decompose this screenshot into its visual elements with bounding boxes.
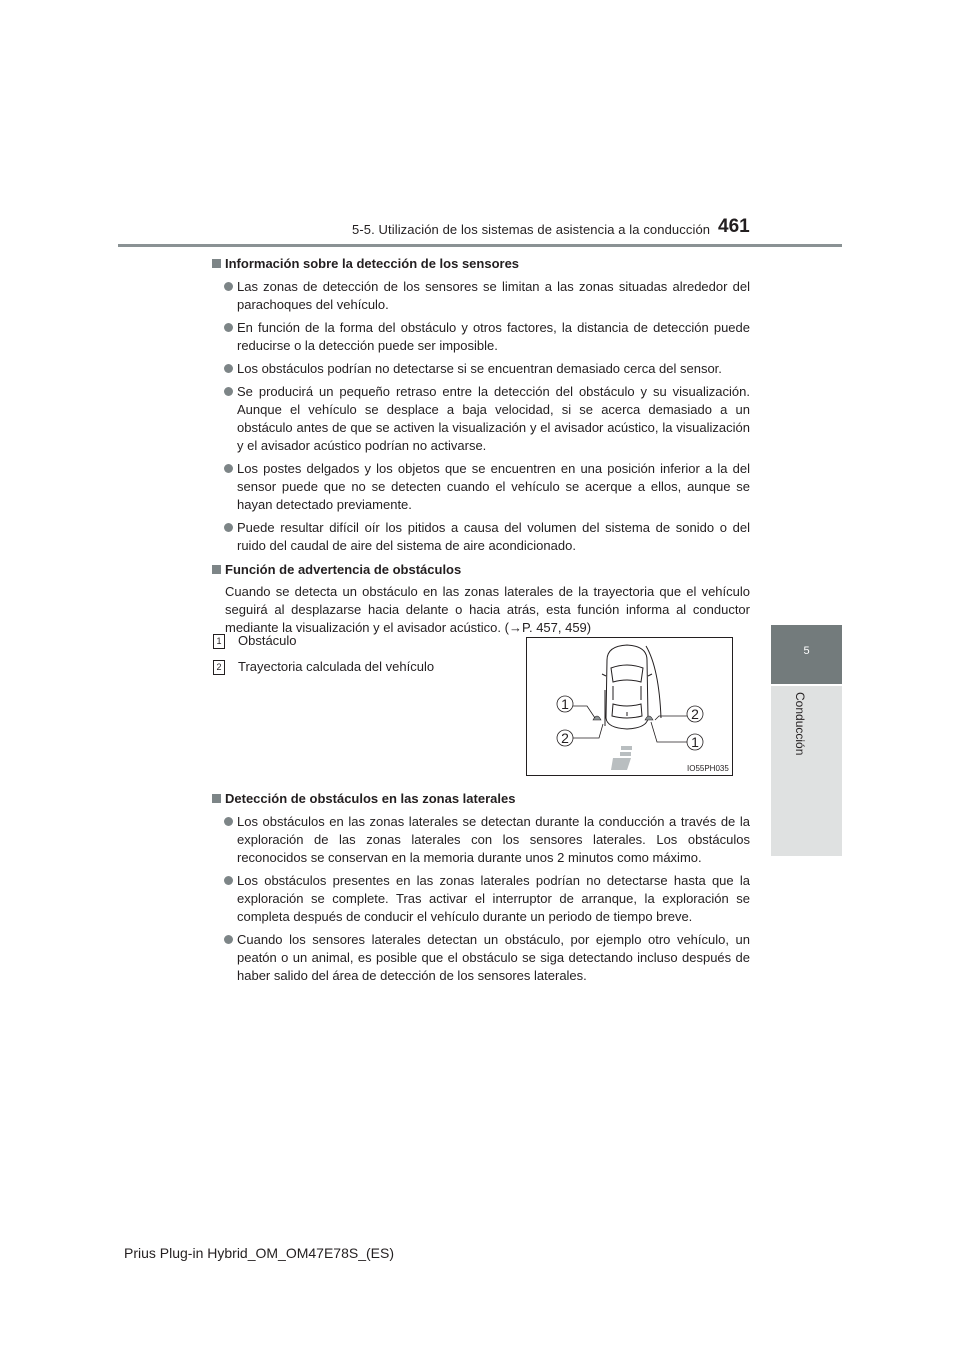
list-item-text: Los postes delgados y los objetos que se encuentren en una posición inferior a la del sensor puede que no se detecten cuando el vehículo se acerque a ellos, aunque se hayan detectado previamente. (237, 461, 750, 512)
section-title: Función de advertencia de obstáculos (225, 562, 462, 577)
figure-code: IO55PH035 (687, 764, 729, 773)
list-item (212, 319, 750, 355)
list-item (212, 383, 750, 455)
chapter-tab-label: Conducción (793, 692, 807, 756)
dot-bullet-icon (224, 323, 233, 332)
dot-bullet-icon (224, 282, 233, 291)
legend-label: Trayectoria calculada del vehículo (238, 659, 435, 674)
square-bullet-icon (212, 794, 221, 803)
car-diagram-illustration (527, 638, 732, 775)
dot-bullet-icon (224, 817, 233, 826)
list-item-text: En función de la forma del obstáculo y otros factores, la distancia de detección puede reducirse o la detección puede ser imposible. (237, 320, 750, 353)
chapter-tab (771, 625, 842, 684)
list-item (212, 931, 750, 985)
section-paragraph: Cuando se detecta un obstáculo en las zonas laterales de la trayectoria que el vehículo seguirá al desplazarse hacia delante o hacia atrás, esta función informa al conductor mediante la visualización y el avisador acústico. (→P. 457, 459) (225, 584, 750, 635)
list-item-text: Cuando los sensores laterales detectan un obstáculo, por ejemplo otro vehículo, un peatón o un animal, es posible que el obstáculo se siga detectando incluso después de haber salido del área de detección de los sensores laterales. (237, 932, 750, 983)
main-content-continued (212, 790, 750, 985)
list-item-text: Se producirá un pequeño retraso entre la detección del obstáculo y su visualización. Aunque el vehículo se desplace a baja velocidad, si se acerca demasiado a un obstáculo antes de que se activen la visualización y el avisador acústico, la visualización y el avisador acústico podrían no activarse. (237, 384, 750, 453)
list-item-text: Las zonas de detección de los sensores se limitan a las zonas situadas alrededor del parachoques del vehículo. (237, 279, 750, 312)
car-top-view-icon (602, 645, 652, 729)
list-item (212, 519, 750, 555)
page-number: 461 (718, 216, 750, 237)
list-item (212, 278, 750, 314)
dot-bullet-icon (224, 876, 233, 885)
section-heading (212, 790, 750, 808)
section-heading (212, 561, 750, 579)
sensor-diagram (526, 637, 733, 776)
dot-bullet-icon (224, 387, 233, 396)
svg-text:2: 2 (561, 730, 569, 746)
main-content (212, 255, 750, 637)
svg-text:1: 1 (561, 696, 569, 712)
callout-number: 1 (213, 634, 225, 649)
list-item (212, 360, 750, 378)
callout-2-icon (557, 730, 573, 746)
dot-bullet-icon (224, 523, 233, 532)
manual-footer: Prius Plug-in Hybrid_OM_OM47E78S_(ES) (124, 1245, 394, 1261)
list-item-text: Los obstáculos podrían no detectarse si se encuentran demasiado cerca del sensor. (237, 361, 722, 376)
list-item-text: Los obstáculos en las zonas laterales se detectan durante la conducción a través de la exploración de las zonas laterales con los sensores laterales. Los obstáculos reconocidos se conservan en la memoria durante unos 2 minutos como máximo. (237, 814, 750, 865)
section-heading (212, 255, 750, 273)
list-item (212, 813, 750, 867)
dot-bullet-icon (224, 935, 233, 944)
list-item (212, 872, 750, 926)
svg-text:1: 1 (691, 734, 699, 750)
reverse-arrow-icon (611, 746, 632, 770)
callout-1-icon (687, 734, 703, 750)
callout-1-icon (557, 696, 573, 712)
square-bullet-icon (212, 565, 221, 574)
section-title: Información sobre la detección de los sensores (225, 256, 520, 271)
list-item-text: Puede resultar difícil oír los pitidos a causa del volumen del sistema de sonido o del ruido del caudal de aire del sistema de aire acondicionado. (237, 520, 750, 553)
chapter-title: 5-5. Utilización de los sistemas de asistencia a la conducción (352, 222, 711, 237)
section-title: Detección de obstáculos en las zonas laterales (225, 791, 516, 806)
square-bullet-icon (212, 259, 221, 268)
callout-number: 2 (213, 660, 225, 675)
legend-label: Obstáculo (238, 633, 297, 648)
svg-text:2: 2 (691, 706, 699, 722)
dot-bullet-icon (224, 364, 233, 373)
header-divider (118, 244, 842, 247)
callout-2-icon (687, 706, 703, 722)
chapter-tab-number: 5 (803, 645, 810, 657)
list-item (212, 460, 750, 514)
dot-bullet-icon (224, 464, 233, 473)
list-item-text: Los obstáculos presentes en las zonas laterales podrían no detectarse hasta que la exploración se complete. Tras activar el interruptor de arranque, la exploración se completa después de conducir el vehículo durante un periodo de tiempo breve. (237, 873, 750, 924)
